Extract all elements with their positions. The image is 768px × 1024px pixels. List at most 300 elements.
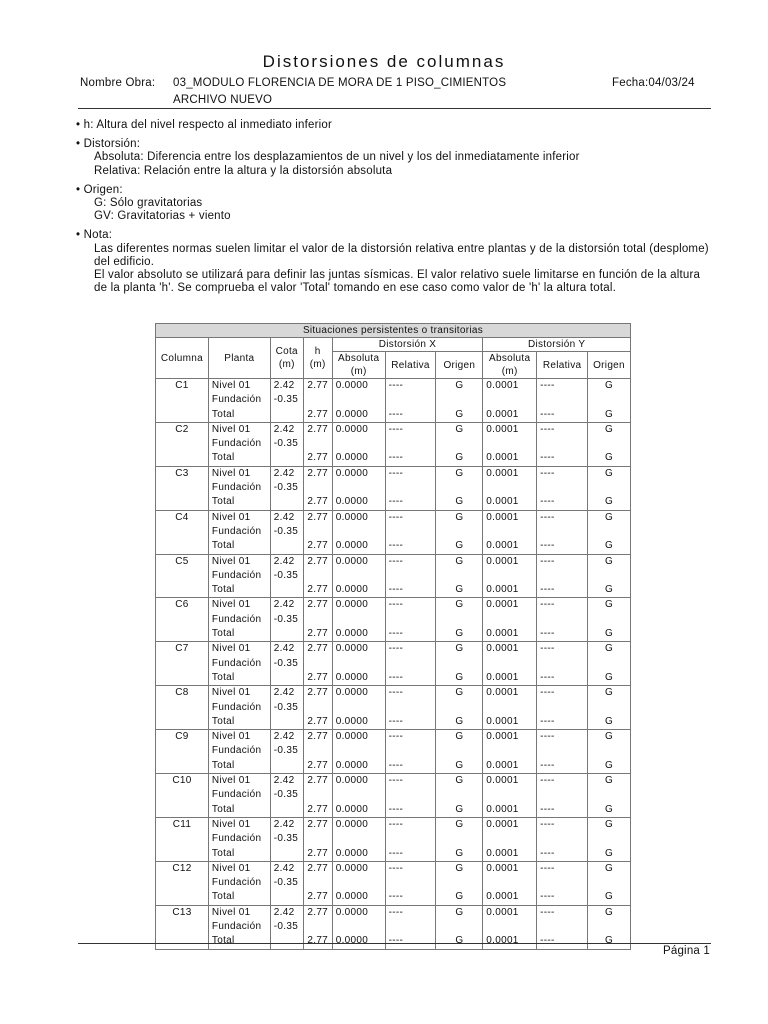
table-row [156, 657, 631, 671]
cell-rel-x: ---- [385, 774, 436, 789]
cell-rel-x [385, 569, 436, 583]
fecha-value: 04/03/24 [648, 77, 695, 89]
cell-orig-y: G [588, 715, 631, 730]
cell-abs-x [332, 393, 385, 407]
cell-cota: -0.35 [270, 744, 303, 758]
note-nota [76, 229, 716, 295]
cell-orig-y: G [588, 759, 631, 774]
cell-orig-y [588, 832, 631, 846]
table-row [156, 613, 631, 627]
cell-planta: Total [208, 408, 270, 423]
cell-orig-y: G [588, 671, 631, 686]
cell-abs-y: 0.0001 [483, 627, 537, 642]
cell-orig-x: G [436, 730, 483, 745]
cell-cota: 2.42 [270, 510, 303, 525]
table-row [156, 598, 631, 613]
cell-orig-x: G [436, 598, 483, 613]
cell-abs-x: 0.0000 [332, 379, 385, 394]
cell-rel-y [537, 481, 588, 495]
cell-orig-y: G [588, 803, 631, 818]
cell-orig-x: G [436, 379, 483, 394]
cell-orig-x: G [436, 671, 483, 686]
cell-planta: Total [208, 539, 270, 554]
cell-orig-x: G [436, 715, 483, 730]
cell-abs-y: 0.0001 [483, 554, 537, 569]
cell-planta: Fundación [208, 920, 270, 934]
cell-h [303, 657, 332, 671]
cell-planta: Nivel 01 [208, 422, 270, 437]
cell-orig-x [436, 613, 483, 627]
cell-orig-y [588, 481, 631, 495]
table-row [156, 715, 631, 730]
table-row [156, 583, 631, 598]
cell-orig-y [588, 569, 631, 583]
cell-abs-x: 0.0000 [332, 686, 385, 701]
cell-planta: Total [208, 451, 270, 466]
cell-h: 2.77 [303, 905, 332, 920]
cell-orig-x [436, 876, 483, 890]
cell-orig-y: G [588, 598, 631, 613]
cell-rel-x [385, 744, 436, 758]
table-row [156, 437, 631, 451]
cell-orig-y: G [588, 774, 631, 789]
cell-orig-y: G [588, 451, 631, 466]
cell-orig-x: G [436, 583, 483, 598]
table-row [156, 803, 631, 818]
obra-value: 03_MODULO FLORENCIA DE MORA DE 1 PISO_CIMIENTOS [173, 77, 507, 89]
cell-orig-x: G [436, 686, 483, 701]
cell-rel-y: ---- [537, 905, 588, 920]
cell-orig-y: G [588, 583, 631, 598]
cell-rel-y: ---- [537, 583, 588, 598]
cell-orig-x: G [436, 817, 483, 832]
cell-abs-y: 0.0001 [483, 671, 537, 686]
cell-orig-x [436, 744, 483, 758]
cell-cota: 2.42 [270, 422, 303, 437]
cell-orig-y: G [588, 861, 631, 876]
cell-rel-x: ---- [385, 642, 436, 657]
table-row [156, 379, 631, 394]
cell-cota: -0.35 [270, 393, 303, 407]
cell-rel-y [537, 657, 588, 671]
cell-orig-x [436, 525, 483, 539]
cell-h [303, 393, 332, 407]
cell-rel-y [537, 788, 588, 802]
note-h: • h: Altura del nivel respecto al inmediato inferior [76, 119, 333, 131]
th-rel-x: Relativa [385, 352, 436, 379]
cell-orig-y: G [588, 422, 631, 437]
cell-orig-x: G [436, 890, 483, 905]
cell-abs-y: 0.0001 [483, 422, 537, 437]
cell-h: 2.77 [303, 890, 332, 905]
cell-orig-y [588, 657, 631, 671]
cell-h: 2.77 [303, 847, 332, 862]
cell-planta: Total [208, 890, 270, 905]
cell-rel-y: ---- [537, 408, 588, 423]
cell-planta: Fundación [208, 832, 270, 846]
cell-cota [270, 847, 303, 862]
note-distorsion [76, 138, 716, 178]
cell-rel-x: ---- [385, 466, 436, 481]
table-row [156, 744, 631, 758]
cell-rel-y: ---- [537, 379, 588, 394]
cell-abs-y: 0.0001 [483, 774, 537, 789]
cell-abs-y: 0.0001 [483, 803, 537, 818]
cell-orig-y [588, 788, 631, 802]
origen-g: G: Sólo gravitatorias [94, 197, 203, 210]
table-row [156, 422, 631, 437]
cell-abs-y: 0.0001 [483, 539, 537, 554]
cell-rel-x: ---- [385, 803, 436, 818]
cell-abs-x [332, 876, 385, 890]
cell-abs-y: 0.0001 [483, 466, 537, 481]
cell-rel-x [385, 788, 436, 802]
cell-orig-y: G [588, 890, 631, 905]
cell-abs-x [332, 744, 385, 758]
cell-rel-y [537, 744, 588, 758]
cell-rel-y [537, 876, 588, 890]
cell-rel-x [385, 701, 436, 715]
cell-abs-x: 0.0000 [332, 642, 385, 657]
cell-abs-y: 0.0001 [483, 686, 537, 701]
table-row [156, 788, 631, 802]
cell-h: 2.77 [303, 671, 332, 686]
cell-h: 2.77 [303, 495, 332, 510]
cell-rel-x [385, 876, 436, 890]
table-row [156, 934, 631, 949]
cell-planta: Nivel 01 [208, 905, 270, 920]
cell-cota: 2.42 [270, 905, 303, 920]
cell-orig-x: G [436, 627, 483, 642]
cell-columna: C3 [156, 466, 209, 510]
cell-orig-x: G [436, 774, 483, 789]
cell-planta: Nivel 01 [208, 861, 270, 876]
distorsion-absoluta: Absoluta: Diferencia entre los desplazamientos de un nivel y los del inmediatamente inferior [94, 151, 580, 164]
th-cota: Cota (m) [270, 338, 303, 379]
table-row [156, 774, 631, 789]
cell-rel-x: ---- [385, 934, 436, 949]
cell-abs-x [332, 701, 385, 715]
cell-rel-y: ---- [537, 817, 588, 832]
table-row [156, 510, 631, 525]
cell-abs-x: 0.0000 [332, 890, 385, 905]
cell-orig-y: G [588, 539, 631, 554]
cell-rel-x: ---- [385, 510, 436, 525]
page-number: Página 1 [663, 945, 710, 957]
cell-cota: 2.42 [270, 686, 303, 701]
cell-cota [270, 408, 303, 423]
cell-rel-x [385, 657, 436, 671]
cell-abs-y: 0.0001 [483, 759, 537, 774]
cell-h [303, 920, 332, 934]
cell-rel-x: ---- [385, 847, 436, 862]
cell-cota: -0.35 [270, 437, 303, 451]
cell-rel-y: ---- [537, 510, 588, 525]
cell-orig-x [436, 701, 483, 715]
cell-abs-x [332, 481, 385, 495]
cell-planta: Nivel 01 [208, 554, 270, 569]
cell-abs-y [483, 832, 537, 846]
cell-planta: Total [208, 759, 270, 774]
cell-abs-y: 0.0001 [483, 934, 537, 949]
cell-abs-x: 0.0000 [332, 905, 385, 920]
cell-abs-y: 0.0001 [483, 583, 537, 598]
cell-abs-x [332, 788, 385, 802]
cell-rel-x: ---- [385, 495, 436, 510]
cell-columna: C8 [156, 686, 209, 730]
cell-orig-x [436, 920, 483, 934]
cell-orig-y: G [588, 379, 631, 394]
cell-rel-x: ---- [385, 817, 436, 832]
cell-planta: Nivel 01 [208, 686, 270, 701]
header-divider [78, 108, 711, 109]
table-row [156, 495, 631, 510]
cell-cota [270, 671, 303, 686]
cell-planta: Fundación [208, 657, 270, 671]
cell-orig-y: G [588, 408, 631, 423]
cell-planta: Nivel 01 [208, 817, 270, 832]
cell-rel-x [385, 920, 436, 934]
cell-orig-y [588, 525, 631, 539]
cell-cota: -0.35 [270, 832, 303, 846]
cell-abs-x: 0.0000 [332, 539, 385, 554]
cell-rel-y [537, 437, 588, 451]
cell-orig-x: G [436, 642, 483, 657]
cell-abs-y: 0.0001 [483, 890, 537, 905]
cell-h: 2.77 [303, 554, 332, 569]
cell-rel-y: ---- [537, 861, 588, 876]
cell-cota: 2.42 [270, 466, 303, 481]
cell-orig-y: G [588, 466, 631, 481]
distorsion-relativa: Relativa: Relación entre la altura y la distorsión absoluta [94, 164, 393, 177]
cell-rel-x [385, 437, 436, 451]
cell-cota [270, 715, 303, 730]
th-dist-y: Distorsión Y [483, 338, 631, 352]
cell-planta: Nivel 01 [208, 598, 270, 613]
th-columna: Columna [156, 338, 209, 379]
cell-cota: 2.42 [270, 554, 303, 569]
cell-abs-y: 0.0001 [483, 408, 537, 423]
cell-orig-x: G [436, 495, 483, 510]
obra-value-2: ARCHIVO NUEVO [173, 94, 273, 106]
cell-h: 2.77 [303, 774, 332, 789]
cell-orig-y [588, 393, 631, 407]
table-row [156, 393, 631, 407]
table-row [156, 671, 631, 686]
cell-columna: C10 [156, 774, 209, 818]
cell-planta: Nivel 01 [208, 510, 270, 525]
cell-cota [270, 759, 303, 774]
cell-h: 2.77 [303, 379, 332, 394]
cell-orig-x: G [436, 861, 483, 876]
cell-abs-y [483, 701, 537, 715]
cell-abs-y: 0.0001 [483, 642, 537, 657]
cell-abs-x: 0.0000 [332, 583, 385, 598]
cell-orig-x: G [436, 803, 483, 818]
table-row [156, 451, 631, 466]
cell-planta: Fundación [208, 701, 270, 715]
cell-h: 2.77 [303, 715, 332, 730]
cell-orig-y: G [588, 817, 631, 832]
cell-orig-x: G [436, 422, 483, 437]
distortion-table [155, 323, 631, 950]
table-row [156, 642, 631, 657]
cell-planta: Fundación [208, 744, 270, 758]
cell-planta: Nivel 01 [208, 466, 270, 481]
cell-cota: -0.35 [270, 701, 303, 715]
cell-abs-y: 0.0001 [483, 817, 537, 832]
cell-h: 2.77 [303, 934, 332, 949]
cell-abs-y: 0.0001 [483, 715, 537, 730]
cell-cota: -0.35 [270, 920, 303, 934]
cell-abs-x [332, 832, 385, 846]
cell-abs-y: 0.0001 [483, 730, 537, 745]
cell-abs-x [332, 569, 385, 583]
cell-planta: Total [208, 495, 270, 510]
cell-h [303, 569, 332, 583]
notes [76, 119, 716, 295]
cell-rel-y: ---- [537, 774, 588, 789]
cell-rel-y [537, 569, 588, 583]
origen-gv: GV: Gravitatorias + viento [94, 210, 231, 223]
cell-orig-y [588, 876, 631, 890]
nota-title: • Nota: [76, 229, 113, 242]
cell-cota: 2.42 [270, 730, 303, 745]
cell-cota: -0.35 [270, 613, 303, 627]
cell-h [303, 788, 332, 802]
cell-orig-y: G [588, 905, 631, 920]
cell-planta: Fundación [208, 437, 270, 451]
cell-abs-x: 0.0000 [332, 408, 385, 423]
cell-abs-y: 0.0001 [483, 847, 537, 862]
cell-abs-x: 0.0000 [332, 451, 385, 466]
table-row [156, 890, 631, 905]
cell-h: 2.77 [303, 408, 332, 423]
cell-abs-x: 0.0000 [332, 510, 385, 525]
cell-orig-y: G [588, 847, 631, 862]
cell-columna: C13 [156, 905, 209, 949]
cell-cota: 2.42 [270, 598, 303, 613]
cell-abs-y [483, 876, 537, 890]
cell-rel-y: ---- [537, 466, 588, 481]
cell-h: 2.77 [303, 510, 332, 525]
cell-rel-y: ---- [537, 803, 588, 818]
cell-cota: 2.42 [270, 379, 303, 394]
cell-orig-y: G [588, 934, 631, 949]
cell-abs-y [483, 613, 537, 627]
table-row [156, 466, 631, 481]
cell-abs-y: 0.0001 [483, 379, 537, 394]
cell-rel-x: ---- [385, 905, 436, 920]
cell-planta: Nivel 01 [208, 774, 270, 789]
cell-orig-y: G [588, 686, 631, 701]
cell-abs-y [483, 437, 537, 451]
cell-abs-x: 0.0000 [332, 847, 385, 862]
cell-h: 2.77 [303, 583, 332, 598]
note-origen [76, 184, 716, 224]
cell-cota: 2.42 [270, 642, 303, 657]
cell-cota: -0.35 [270, 569, 303, 583]
cell-abs-y [483, 920, 537, 934]
cell-h [303, 481, 332, 495]
cell-abs-x: 0.0000 [332, 817, 385, 832]
cell-planta: Total [208, 715, 270, 730]
cell-cota: 2.42 [270, 774, 303, 789]
cell-orig-y: G [588, 510, 631, 525]
cell-rel-y: ---- [537, 759, 588, 774]
table-row [156, 730, 631, 745]
cell-rel-y: ---- [537, 890, 588, 905]
cell-rel-y [537, 701, 588, 715]
origen-title: • Origen: [76, 183, 123, 196]
table-row [156, 861, 631, 876]
cell-rel-x: ---- [385, 715, 436, 730]
cell-orig-y [588, 920, 631, 934]
cell-planta: Nivel 01 [208, 379, 270, 394]
cell-orig-x: G [436, 408, 483, 423]
cell-rel-x: ---- [385, 759, 436, 774]
cell-rel-y [537, 393, 588, 407]
cell-abs-x: 0.0000 [332, 759, 385, 774]
cell-columna: C2 [156, 422, 209, 466]
cell-rel-x [385, 393, 436, 407]
cell-columna: C7 [156, 642, 209, 686]
cell-orig-y: G [588, 627, 631, 642]
cell-rel-y: ---- [537, 598, 588, 613]
distorsion-title: • Distorsión: [76, 138, 141, 151]
cell-rel-x: ---- [385, 686, 436, 701]
table-row [156, 920, 631, 934]
cell-rel-y: ---- [537, 730, 588, 745]
table-row [156, 408, 631, 423]
cell-rel-x: ---- [385, 408, 436, 423]
cell-cota: -0.35 [270, 657, 303, 671]
table-row [156, 627, 631, 642]
cell-columna: C4 [156, 510, 209, 554]
table-body [156, 379, 631, 950]
cell-h [303, 876, 332, 890]
cell-abs-x: 0.0000 [332, 774, 385, 789]
cell-cota: -0.35 [270, 525, 303, 539]
cell-abs-y [483, 788, 537, 802]
cell-h: 2.77 [303, 539, 332, 554]
cell-rel-y: ---- [537, 934, 588, 949]
cell-planta: Total [208, 627, 270, 642]
cell-orig-y [588, 437, 631, 451]
cell-orig-x: G [436, 466, 483, 481]
cell-rel-x: ---- [385, 627, 436, 642]
cell-abs-x [332, 437, 385, 451]
cell-h: 2.77 [303, 686, 332, 701]
cell-rel-y: ---- [537, 715, 588, 730]
cell-rel-y [537, 525, 588, 539]
cell-planta: Total [208, 671, 270, 686]
cell-orig-x [436, 832, 483, 846]
cell-cota [270, 451, 303, 466]
cell-orig-y: G [588, 730, 631, 745]
cell-cota [270, 890, 303, 905]
obra-label: Nombre Obra: [80, 77, 156, 89]
cell-abs-x: 0.0000 [332, 627, 385, 642]
cell-rel-x [385, 832, 436, 846]
cell-rel-y: ---- [537, 627, 588, 642]
cell-h [303, 832, 332, 846]
cell-orig-y [588, 744, 631, 758]
table-row [156, 525, 631, 539]
cell-abs-x [332, 613, 385, 627]
cell-columna: C6 [156, 598, 209, 642]
cell-orig-x: G [436, 451, 483, 466]
